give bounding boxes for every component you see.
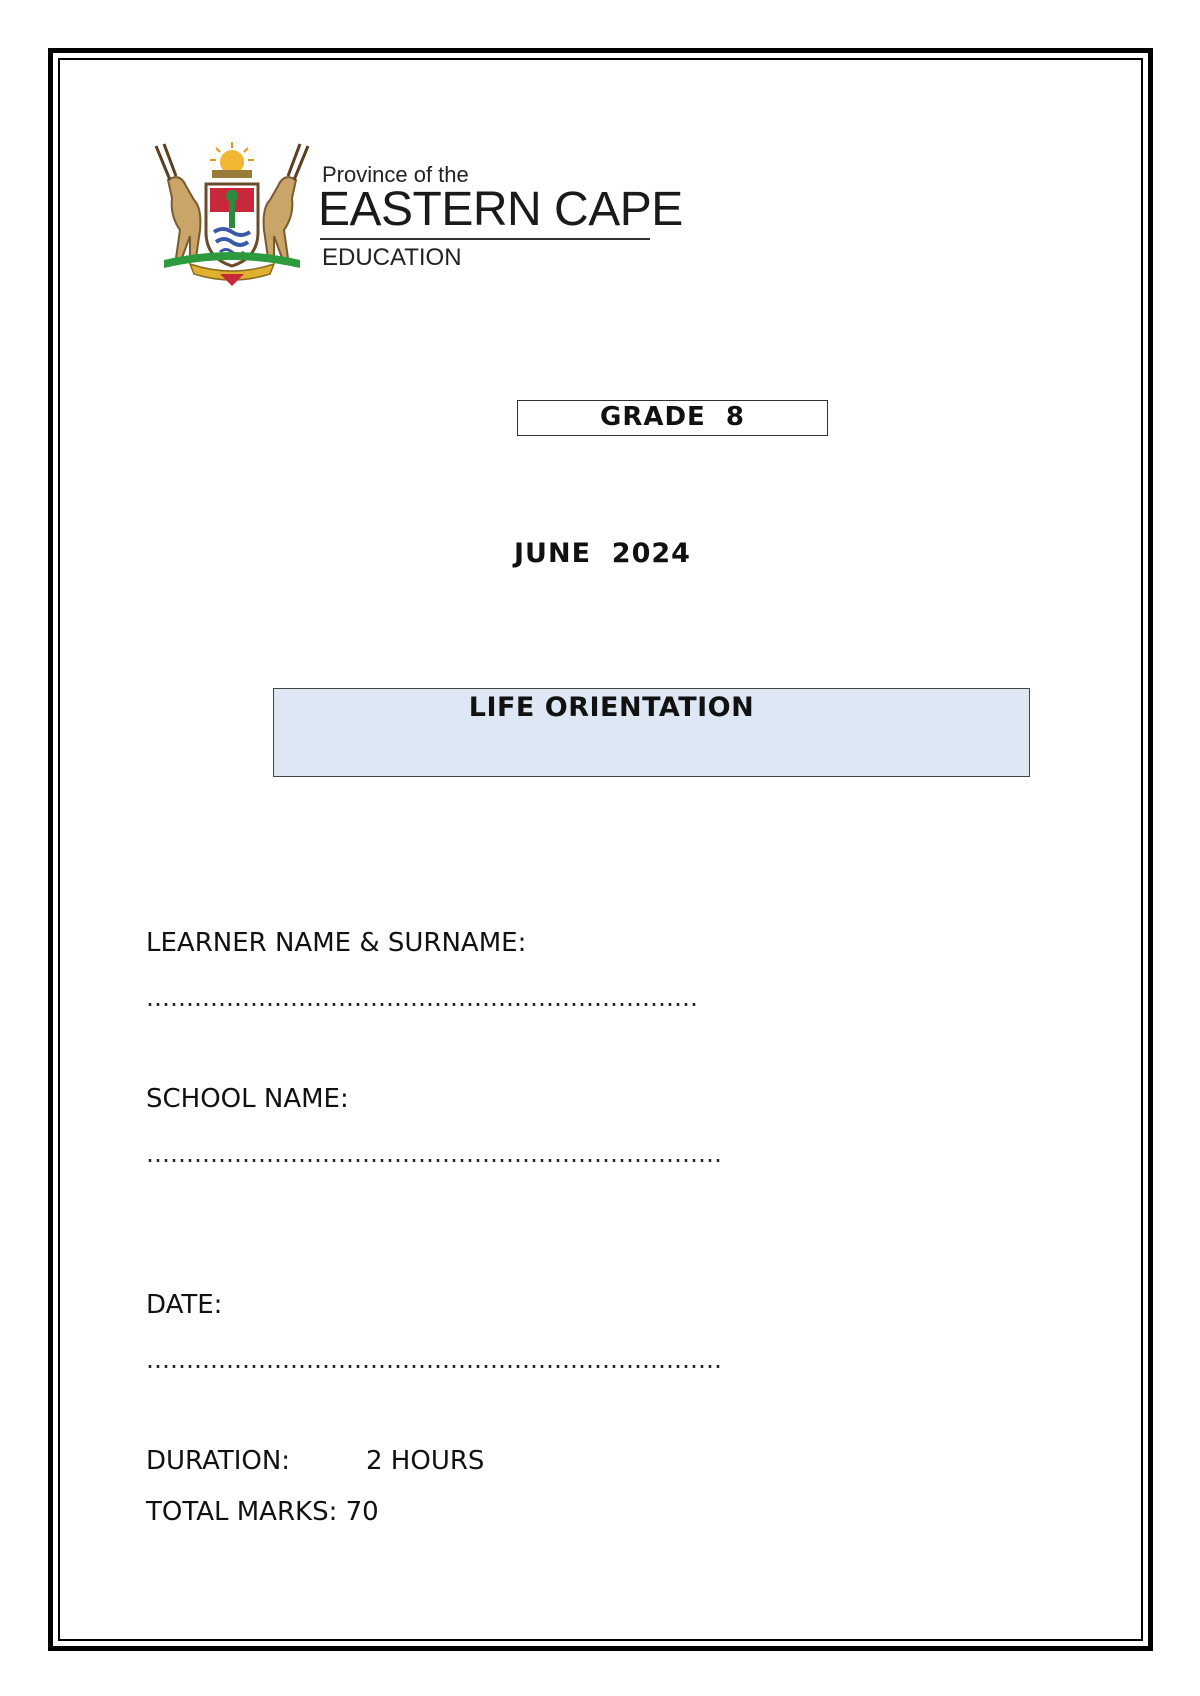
eastern-cape-education-logo [150, 140, 683, 290]
logo-eastern-cape-text: EASTERN CAPE [318, 183, 683, 236]
school-name-field[interactable]: ……………………………………………………………… [146, 1140, 722, 1168]
learner-name-label: LEARNER NAME & SURNAME: [146, 928, 527, 958]
duration-value: 2 HOURS [366, 1446, 485, 1476]
logo-education-text: EDUCATION [322, 244, 462, 271]
date-field[interactable]: ……………………………………………………………… [146, 1346, 722, 1374]
page-border-inner [58, 58, 1143, 1641]
grade-box: GRADE 8 [517, 400, 828, 436]
date-label: DATE: [146, 1290, 223, 1320]
subject-title: LIFE ORIENTATION [468, 692, 755, 723]
total-marks: TOTAL MARKS: 70 [146, 1497, 379, 1527]
subject-box [273, 688, 1030, 777]
coat-of-arms-icon [150, 140, 315, 290]
logo-province-text: Province of the [322, 162, 469, 187]
logo-underline [320, 238, 650, 240]
exam-date: JUNE 2024 [514, 538, 691, 569]
duration-label: DURATION: [146, 1446, 291, 1476]
learner-name-field[interactable]: …………………………………………………………… [146, 984, 698, 1012]
school-name-label: SCHOOL NAME: [146, 1084, 349, 1114]
